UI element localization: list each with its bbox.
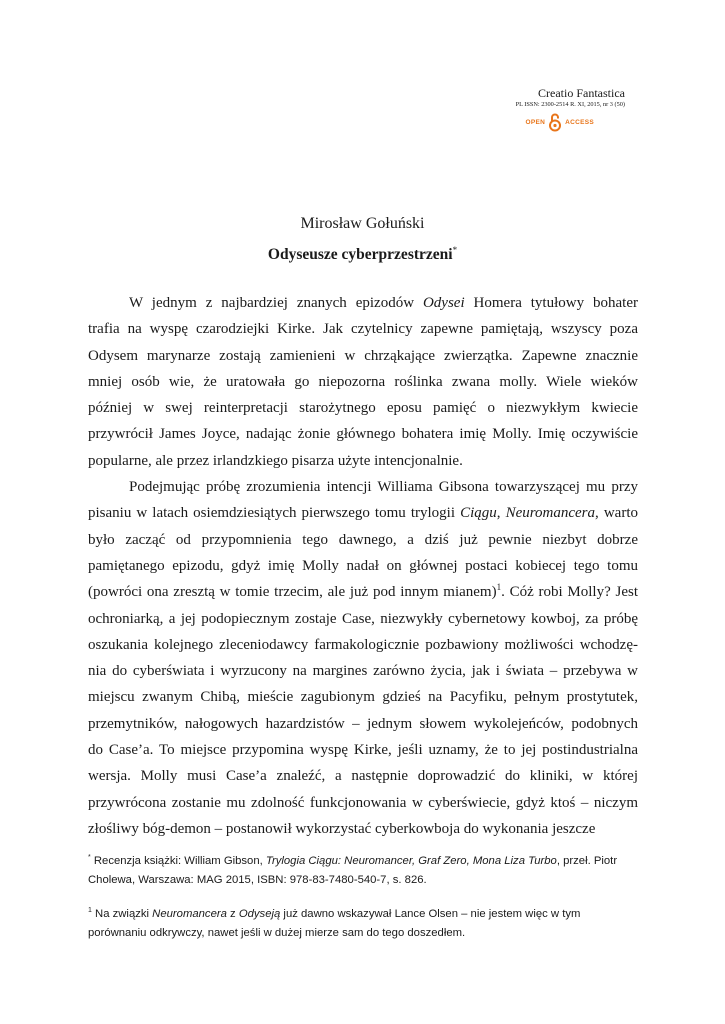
footnotes: [88, 852, 638, 943]
text-run: pisaniu w latach osiemdziesiątych pierwszego tomu trylogii: [88, 505, 461, 522]
text-run: wersja. Molly musi Case’a znaleźć, a następnie doprowadzić do kliniki, w której: [88, 768, 638, 785]
text-run: nia do cyberświata i wyrzucony na margines zarówno życia, jak i świata – przebywa w: [88, 663, 638, 680]
paragraph-line: [88, 474, 638, 500]
text-run: trafia na wyspę czarodziejki Kirke. Jak czytelnicy zapewne pamiętają, wszyscy poza: [88, 321, 638, 338]
footnote-line: [88, 924, 638, 943]
paragraph-line: [88, 658, 638, 684]
paragraph-line: [88, 343, 638, 369]
text-run: było zacząć od przypomnienia tego dawnego, a dziś już pewnie niezbyt dobrze: [88, 531, 638, 548]
paragraph-line: [88, 290, 638, 316]
paragraph-line: [88, 395, 638, 421]
paragraph-line: [88, 711, 638, 737]
text-run: Na związki: [91, 908, 153, 920]
text-run: przywrócona zostanie mu zdolność funkcjonowania w cyberświecie, gdyż ktoś – niczym: [88, 794, 638, 811]
footnote-spacer: [88, 890, 638, 905]
journal-issn: PL ISSN: 2300-2514 R. XI, 2015, nr 3 (50): [515, 101, 625, 108]
paragraph-line: [88, 527, 638, 553]
open-access-label-access: ACCESS: [565, 118, 594, 126]
footnote-line: [88, 905, 638, 924]
italic-text: Odysei: [422, 295, 465, 311]
text-run: (powróci ona zresztą w tomie trzecim, ale już pod innym mianem): [88, 584, 497, 601]
paragraph-line: [88, 606, 638, 632]
italic-text: Ciągu: [460, 505, 497, 522]
footnote-marker: 1: [496, 582, 502, 593]
text-run: złośliwy bóg-demon – postanowił wykorzystać cyberkowboja do wykonania jeszcze: [88, 820, 596, 837]
text-run: miejscu zwanym Chibą, mieście zagubionym gdzieś na Pacyfiku, pełnym prostytutek,: [88, 689, 638, 706]
paragraph-line: [88, 763, 638, 789]
paragraph-line: [88, 816, 638, 842]
open-access-badge: [525, 111, 594, 133]
text-run: . Cóż robi Molly? Jest: [501, 584, 638, 601]
paragraph-line: [88, 500, 638, 526]
paragraph-line: [88, 421, 638, 447]
text-run: popularne, ale przez irlandzkiego pisarza użyte intencjonalnie.: [88, 452, 463, 469]
text-run: Podejmując próbę zrozumienia intencji Williama Gibsona towarzyszącej mu przy: [129, 479, 638, 496]
text-run: Homera tytułowy bohater: [464, 295, 638, 311]
open-access-label-open: OPEN: [525, 118, 546, 126]
italic-text: Trylogia Ciągu: Neuromancer, Graf Zero, Mona Liza Turbo: [265, 855, 557, 867]
title-footnote-marker: *: [452, 245, 458, 255]
paragraph-line: [88, 632, 638, 658]
text-run: Recenzja książki: William Gibson,: [90, 855, 266, 867]
text-run: już dawno wskazywał Lance Olsen – nie jestem więc w tym: [280, 908, 581, 920]
paragraph-line: [88, 790, 638, 816]
text-run: ochroniarką, a jej podopiecznym zostaje Case, niezwykły cybernetowy kowboj, za próbę: [88, 610, 638, 627]
text-run: przemytników, nałogowych hazardzistów – jednym słowem wykolejeńców, podobnych: [88, 715, 638, 732]
article-body: [88, 290, 638, 842]
text-run: przywrócił James Joyce, nadając żonie głównego bohatera imię Molly. Imię oczywiście: [88, 426, 638, 443]
text-run: ,: [496, 505, 506, 522]
text-run: Cholewa, Warszawa: MAG 2015, ISBN: 978-83-7480-540-7, s. 826.: [88, 874, 427, 886]
text-run: później w swej reinterpretacji starożytnego eposu pamięć o niezwykłym kwiecie: [88, 400, 638, 417]
paragraph-line: [88, 684, 638, 710]
open-access-lock-icon: [548, 112, 562, 132]
italic-text: Neuromancera: [505, 505, 596, 522]
footnote-marker: 1: [88, 907, 92, 915]
italic-text: Neuromancera: [152, 908, 227, 920]
footnote-marker: *: [88, 854, 91, 862]
article-title: [0, 245, 725, 264]
text-run: mniej osób wie, że uratowała go niepozorna roślinka zwana molly. Wiele wieków: [88, 373, 638, 390]
text-run: do Case’a. To miejsce przypomina wyspę Kirke, jeśli uznamy, że to jej postindustrialna: [88, 742, 638, 759]
paragraph-line: [88, 579, 638, 605]
article-title-text: Odyseusze cyberprzestrzeni: [267, 246, 453, 264]
journal-name: Creatio Fantastica: [538, 86, 625, 100]
text-run: oszukania kolejnego zleceniodawcy farmakologicznie pozbawiony możliwości wchodzę-: [88, 636, 638, 653]
text-run: z: [226, 908, 239, 920]
paragraph-line: [88, 448, 638, 474]
text-run: , warto: [595, 505, 638, 522]
text-run: pamiętanego epizodu, gdyż imię Molly nadał on głównej postaci kobiecej tego tomu: [88, 557, 638, 574]
article-author: Mirosław Gołuński: [300, 215, 425, 232]
text-run: W jednym z najbardziej znanych epizodów: [129, 295, 423, 311]
paragraph-line: [88, 553, 638, 579]
paragraph-line: [88, 316, 638, 342]
text-run: Odysem marynarze zostają zamienieni w chrząkające zwierzątka. Zapewne znacznie: [88, 347, 638, 364]
footnote-line: [88, 852, 638, 871]
paragraph-line: [88, 737, 638, 763]
text-run: porównaniu odkrywczy, nawet jeśli w dużej mierze sam do tego doszedłem.: [88, 927, 466, 939]
text-run: , przeł. Piotr: [556, 855, 618, 867]
footnote-line: [88, 871, 638, 890]
paragraph-line: [88, 369, 638, 395]
italic-text: Odyseją: [238, 908, 281, 920]
